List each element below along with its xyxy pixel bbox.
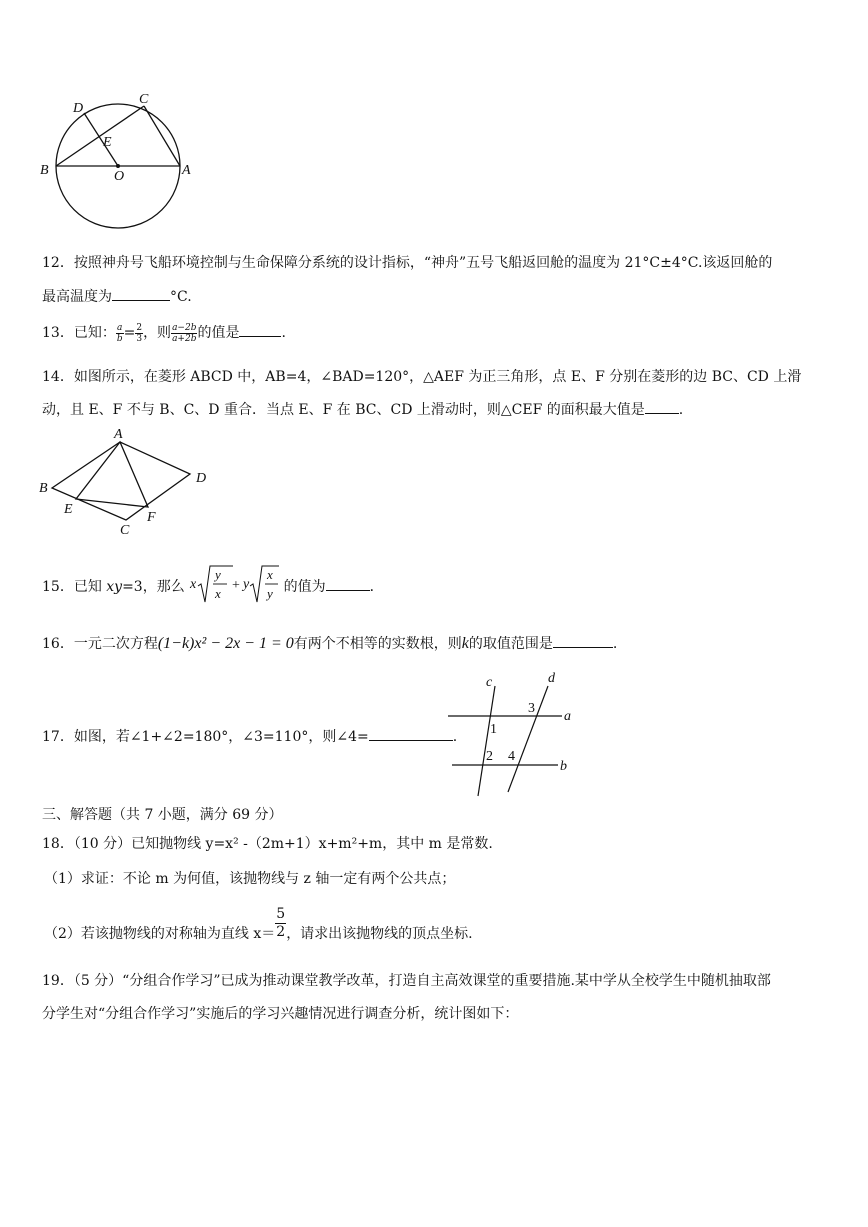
line-c [478,686,495,796]
label-c: c [486,675,493,690]
frac-num: 5 [276,906,286,922]
circle-figure [36,88,206,233]
question-17 [42,726,457,746]
label-c: C [139,92,149,107]
svg-text:y: y [243,577,250,592]
q16-post: 的取值范围是 [468,636,553,652]
frac-den: b [116,333,123,344]
question-15 [42,566,384,610]
q16-answer-blank[interactable] [553,647,613,648]
section-3-heading: 三、解答题（共 7 小题，满分 69 分） [42,807,283,823]
q13-post: 的值是 [197,325,240,341]
svg-text:y: y [267,586,273,601]
q16-k: k [461,635,469,652]
q18-part2-text-b: ，请求出该抛物线的顶点坐标. [286,925,473,942]
q14-answer-blank[interactable] [645,413,679,414]
q15-answer-blank[interactable] [326,590,370,591]
question-19-line2: 分学生对“分组合作学习”实施后的学习兴趣情况进行调查分析，统计图如下： [42,1006,519,1022]
q13-answer-blank[interactable] [239,336,281,337]
q13-end: . [281,325,286,341]
label-o: O [114,169,125,184]
question-12-line1: 12．按照神舟号飞船环境控制与生命保障分系统的设计指标，“神舟”五号飞船返回舱的温度为 21°C±4°C.该返回舱的 [42,255,773,271]
q18-part2-text-a: （2）若该抛物线的对称轴为直线 x＝ [44,925,276,942]
q15-end: ． [369,579,384,595]
q15-post: 的值为 [283,579,326,595]
question-18: 18．（10 分）已知抛物线 y=x² -（2m+1）x+m²+m，其中 m 是常数. [42,836,493,852]
triangle-aef [76,442,148,507]
label-b: B [40,163,49,178]
q16-equation: (1−k)x² − 2x − 1 = 0 [157,635,294,652]
rhombus-figure [36,424,216,539]
q12-answer-blank[interactable] [112,300,170,301]
frac-num: a [117,322,123,333]
svg-text:x: x [190,577,197,592]
question-18-part2 [44,906,473,946]
label-a: A [182,163,191,178]
q14-text-a: 动，且 E、F 不与 B、C、D 重合．当点 E、F 在 BC、CD 上滑动时，则△CEF 的面积最大值是 [42,402,645,418]
label-e: E [103,135,112,150]
frac-num: 2 [136,322,143,333]
label-d: D [196,471,207,486]
chord-bc [56,106,144,166]
label-e: E [64,502,73,517]
svg-text:x: x [267,567,273,582]
q16-pre: 16．一元二次方程 [42,636,158,652]
fraction-expression [171,323,197,344]
question-12-line2 [42,286,192,306]
parallel-lines-figure [440,668,580,800]
frac-den: a+2b [172,333,197,344]
q14-text-b: . [678,402,684,418]
question-13 [42,322,286,344]
q13-pre: 13．已知： [42,325,116,341]
question-18-part1: （1）求证：不论 m 为何值，该抛物线与 z 轴一定有两个公共点； [44,871,456,887]
question-14-line2 [42,399,683,419]
segment-do [84,113,118,166]
q12-text-b: °C. [170,289,192,305]
svg-text:y: y [215,567,221,582]
angle-4: 4 [508,749,515,764]
q15-xy: xy [106,579,123,595]
frac-num: a−2b [172,322,197,333]
angle-2: 2 [486,749,493,764]
question-14-line1: 14．如图所示，在菱形 ABCD 中，AB=4，∠BAD=120°，△AEF 为正三角形，点 E、F 分别在菱形的边 BC、CD 上滑 [42,369,802,385]
fraction-2-3 [135,323,143,344]
q13-eq: = [123,325,136,341]
svg-text:+: + [232,578,241,593]
label-a: a [564,709,571,724]
angle-3: 3 [528,701,535,716]
q17-text: 17．如图，若∠1+∠2=180°，∠3=110°，则∠4= [42,729,369,745]
rhombus-abcd [52,442,190,520]
chord-ca [144,106,180,166]
question-16 [42,633,617,653]
q16-mid: 有两个不相等的实数根，则 [293,636,462,652]
q13-mid: ，则 [143,325,172,341]
center-dot [116,164,120,168]
label-c: C [120,523,130,538]
label-f: F [147,510,156,525]
q15-eq: =3，那么 [122,579,185,595]
label-d: d [548,671,555,686]
q15-pre: 15．已知 [42,579,107,595]
svg-text:x: x [215,586,221,601]
frac-den: 3 [136,333,143,344]
fraction-a-b [116,323,124,344]
label-b: b [560,759,567,774]
question-19-line1: 19．（5 分）“分组合作学习”已成为推动课堂教学改革，打造自主高效课堂的重要措施.某中学从全校学生中随机抽取部 [42,973,771,989]
q17-end: . [452,729,458,745]
label-b: B [39,481,48,496]
label-a: A [114,427,123,442]
fraction-5-2 [275,906,286,941]
radical-expression [189,562,279,608]
label-d: D [73,101,84,116]
frac-den: 2 [276,924,286,940]
q16-end: . [612,636,618,652]
angle-1: 1 [490,722,497,737]
q12-text-a: 最高温度为 [42,289,112,305]
